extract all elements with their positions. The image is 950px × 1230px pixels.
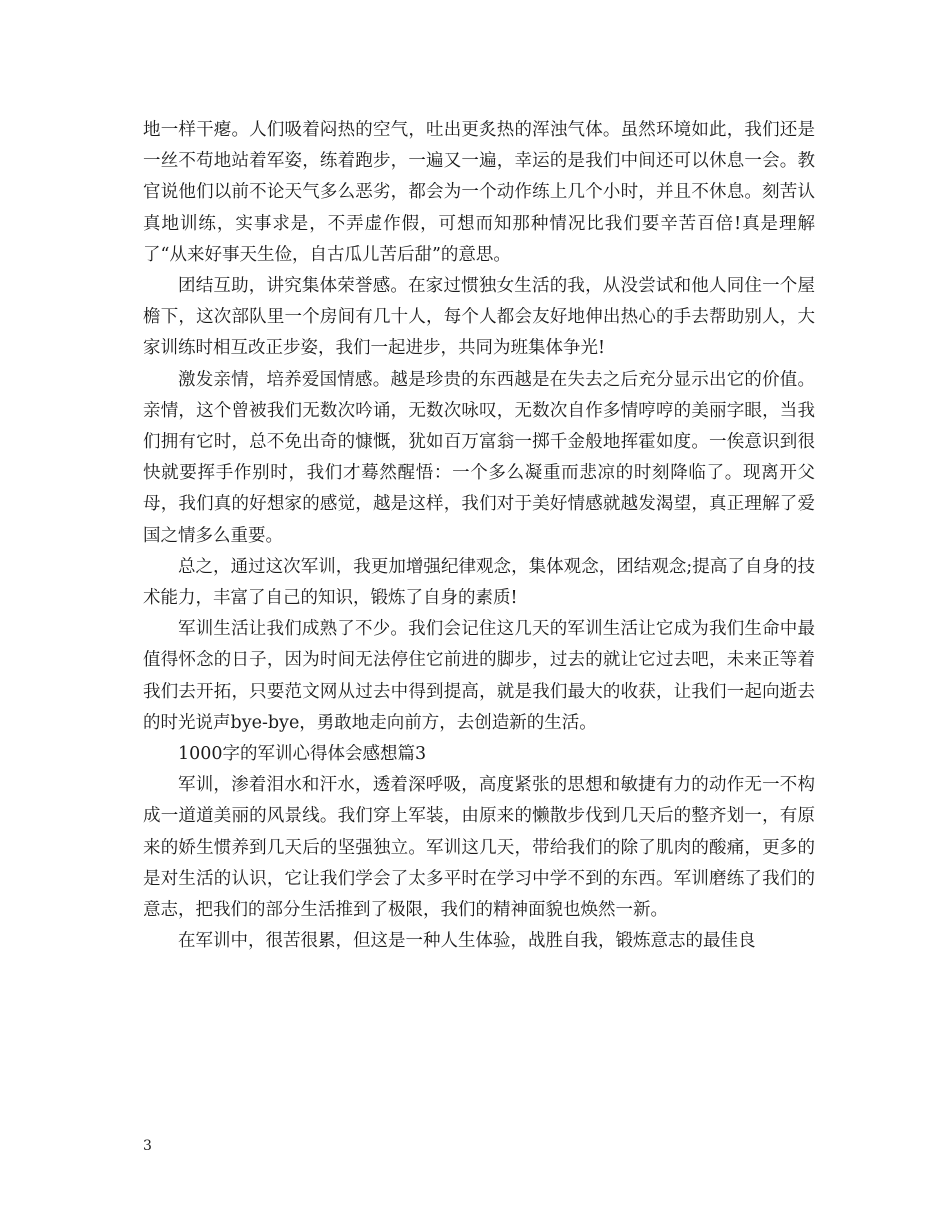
- paragraph-1: 地一样干瘪。人们吸着闷热的空气，吐出更炙热的浑浊气体。虽然环境如此，我们还是一丝不苟地站着军姿，练着跑步，一遍又一遍，幸运的是我们中间还可以休息一会。教官说他们以前不论天气多么恶劣，都会为一个动作练上几个小时，并且不休息。刻苦认真地训练，实事求是，不弄虚作假，可想而知那种情况比我们要辛苦百倍!真是理解了“从来好事天生俭，自古瓜儿苦后甜”的意思。: [143, 120, 815, 265]
- section-heading: 1000字的军训心得体会感想篇3: [178, 744, 427, 765]
- paragraph-5: 军训生活让我们成熟了不少。我们会记住这几天的军训生活让它成为我们生命中最值得怀念的日子，因为时间无法停住它前进的脚步，过去的就让它过去吧，未来正等着我们去开拓，只要范文网从过去中得到提高，就是我们最大的收获，让我们一起向逝去的时光说声bye-bye，勇敢地走向前方，去创造新的生活。: [143, 619, 815, 733]
- paragraph-3: 激发亲情，培养爱国情感。越是珍贵的东西越是在失去之后充分显示出它的价值。亲情，这个曾被我们无数次吟诵，无数次咏叹，无数次自作多情哼哼的美丽字眼，当我们拥有它时，总不免出奇的慷慨，犹如百万富翁一掷千金般地挥霍如度。一俟意识到很快就要挥手作别时，我们才蓦然醒悟：一个多么凝重而悲凉的时刻降临了。现离开父母，我们真的好想家的感觉，越是这样，我们对于美好情感就越发渴望，真正理解了爱国之情多么重要。: [143, 369, 815, 546]
- paragraph-2: 团结互助，讲究集体荣誉感。在家过惯独女生活的我，从没尝试和他人同住一个屋檐下，这次部队里一个房间有几十人，每个人都会友好地伸出热心的手去帮助别人，大家训练时相互改正步姿，我们一起进步，共同为班集体争光!: [143, 276, 815, 359]
- document-body: [143, 115, 815, 957]
- page-number: 3: [143, 1138, 152, 1154]
- paragraph-4: 总之，通过这次军训，我更加增强纪律观念，集体观念，团结观念;提高了自身的技术能力，丰富了自己的知识，锻炼了自身的素质!: [143, 556, 815, 609]
- paragraph-7: 在军训中，很苦很累，但这是一种人生体验，战胜自我，锻炼意志的最佳良: [178, 931, 756, 952]
- paragraph-6: 军训，渗着泪水和汗水，透着深呼吸，高度紧张的思想和敏捷有力的动作无一不构成一道道美丽的风景线。我们穿上军装，由原来的懒散步伐到几天后的整齐划一，有原来的娇生惯养到几天后的坚强独立。军训这几天，带给我们的除了肌肉的酸痛，更多的是对生活的认识，它让我们学会了太多平时在学习中学不到的东西。军训磨练了我们的意志，把我们的部分生活推到了极限，我们的精神面貌也焕然一新。: [143, 775, 815, 921]
